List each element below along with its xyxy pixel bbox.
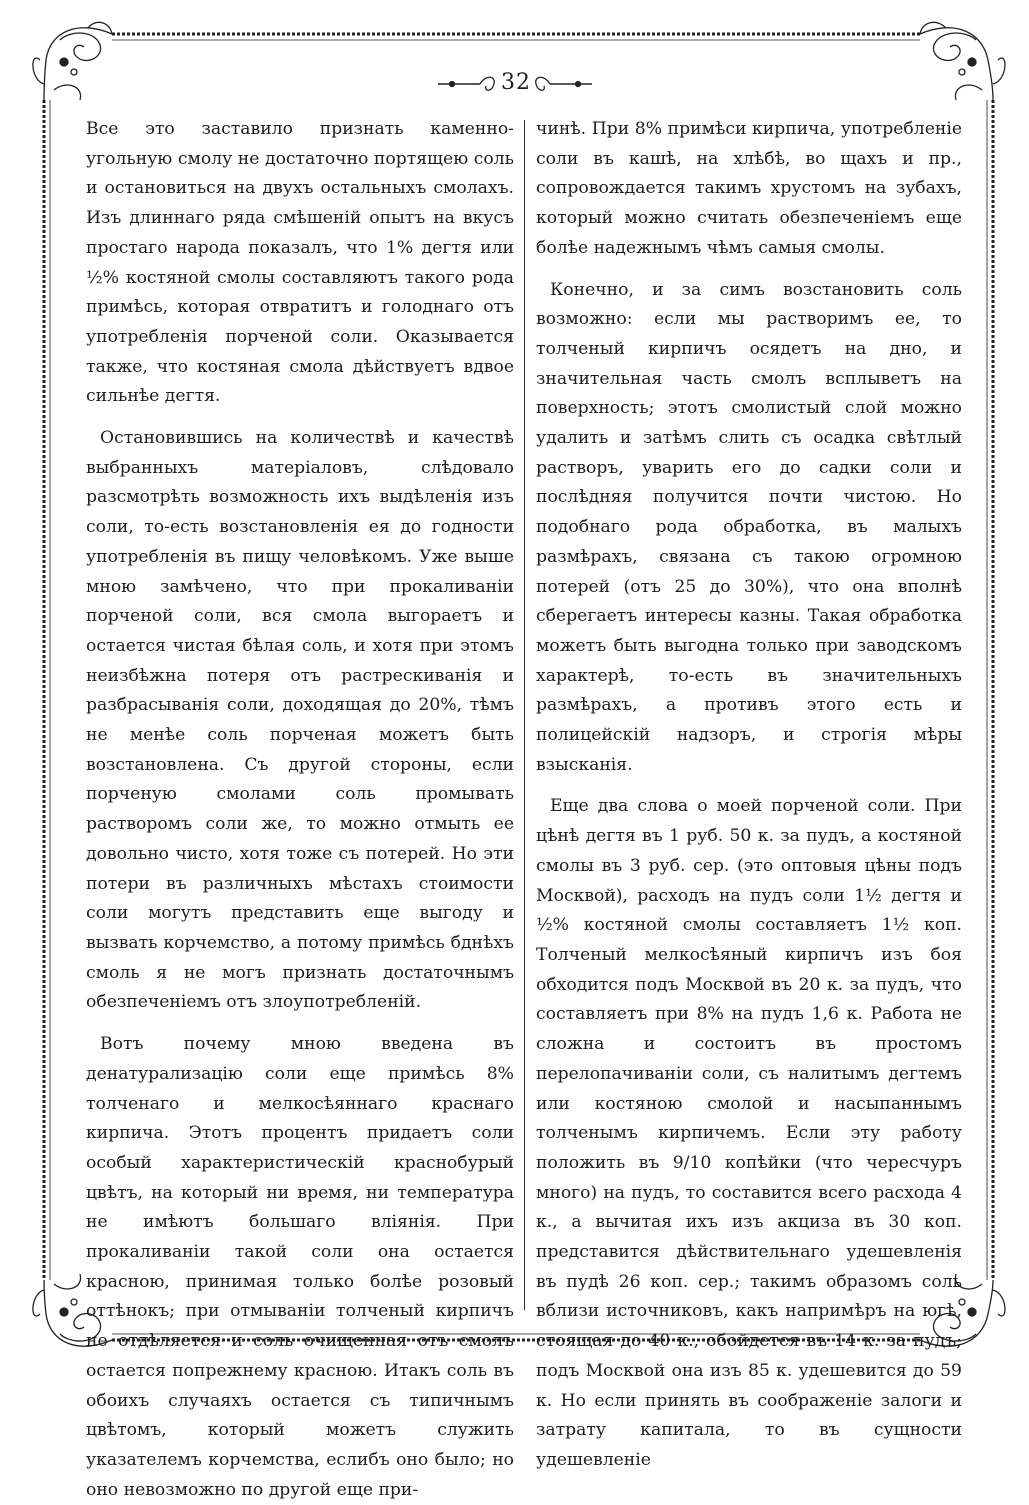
left-column bbox=[86, 115, 514, 1500]
paragraph: Остановившись на количествѣ и качествѣ выбранныхъ матеріаловъ, слѣдовало разсмотрѣть возможность ихъ выдѣленія изъ соли, то-есть возстановленія ея до годности употребленія въ пищу человѣкомъ. Уже выше мною замѣчено, что при прокаливаніи порченой соли, вся смола выгораетъ и остается чистая бѣлая соль, и хотя при этомъ неизбѣжна потеря отъ растрескиванія и разбрасыванія соли, доходящая до 20%, тѣмъ не менѣе соль порченая можетъ быть возстановлена. Съ другой стороны, если порченую смолами соль промывать растворомъ соли же, то можно отмыть ее довольно чисто, хотя тоже съ потерей. Но эти потери въ различныхъ мѣстахъ стоимости соли могутъ представить еще выгоду и вызвать корчемство, а потому примѣсь бднѣхъ смоль я не могъ признать достаточнымъ обезпеченіемъ отъ злоупотребленій. bbox=[86, 428, 514, 1013]
page-number: 32 bbox=[501, 70, 531, 95]
column-divider bbox=[524, 120, 525, 1310]
paragraph: Еще два слова о моей порченой соли. При цѣнѣ дегтя въ 1 руб. 50 к. за пудъ, а костяной смолы въ 3 руб. сер. (это оптовыя цѣны подъ Москвой), расходъ на пудъ соли 1½ дегтя и ½% костяной смолы составляетъ 1½ коп. Толченый мелкосѣяный кирпичъ изъ боя обходится подъ Москвой въ 20 к. за пудъ, что составляетъ при 8% на пудъ 1,6 к. Работа не сложна и состоитъ въ простомъ перелопачиваніи соли, съ налитымъ дегтемъ или костяною смолой и насыпаннымъ толченымъ кирпичемъ. Если эту работу положить въ 9/10 копѣйки (что чересчуръ много) на пудъ, то составится всего расхода 4 к., а вычитая ихъ изъ акциза въ 30 коп. представится дѣйствительнаго удешевленія въ пудѣ 26 коп. сер.; такимъ образомъ соль вблизи источниковъ, какъ напримѣръ на югѣ, стоящая до 40 к., обойдется въ 14 к. за пудъ; подъ Москвой она изъ 85 к. удешевится до 59 к. Но если принять въ соображеніе залоги и затрату капитала, то въ сущности удешевленіе bbox=[536, 796, 962, 1470]
paragraph: Все это заставило признать каменно-угольную смолу не достаточно портящею соль и остановиться на двухъ остальныхъ смолахъ. Изъ длиннаго ряда смѣшеній опытъ на вкусъ простаго народа показалъ, что 1% дегтя или ½% костяной смолы составляютъ такого рода примѣсь, которая отвратитъ и голоднаго отъ употребленія порченой соли. Оказывается также, что костяная смола дѣйствуетъ вдвое сильнѣе дегтя. bbox=[86, 119, 514, 407]
paragraph: Вотъ почему мною введена въ денатурализацію соли еще примѣсь 8% толченаго и мелкосѣяннаго краснаго кирпича. Этотъ процентъ придаетъ соли особый характеристическій краснобурый цвѣтъ, на который ни время, ни температура не имѣютъ большаго вліянія. При прокаливаніи такой соли она остается красною, принимая только болѣе розовый оттѣнокъ; при отмываніи толченый кирпичъ не отдѣляется и соль очищенная отъ смолъ остается попрежнему красною. Итакъ соль въ обоихъ случаяхъ остается съ типичнымъ цвѣтомъ, который можетъ служить указателемъ корчемства, еслибъ оно было; но оно невозможно по другой еще при- bbox=[86, 1034, 514, 1500]
paragraph: Конечно, и за симъ возстановить соль возможно: если мы растворимъ ее, то толченый кирпичъ осядетъ на дно, и значительная часть смолъ всплыветъ на поверхность; этотъ смолистый слой можно удалить и затѣмъ слить съ осадка свѣтлый растворъ, уварить его до садки соли и послѣдняя получится почти чистою. Но подобнаго рода обработка, въ малыхъ размѣрахъ, связана съ такою огромною потерей (отъ 25 до 30%), что она вполнѣ сберегаетъ интересы казны. Такая обработка можетъ быть выгодна только при заводскомъ характерѣ, то-есть въ значительныхъ размѣрахъ, а противъ этого есть и полицейскій надзоръ, и строгія мѣры взысканія. bbox=[536, 279, 962, 775]
page-header bbox=[0, 66, 1029, 102]
paragraph: чинѣ. При 8% примѣси кирпича, употребленіе соли въ кашѣ, на хлѣбѣ, во щахъ и пр., сопровождается такимъ хрустомъ на зубахъ, который можно считать обезпеченіемъ еще болѣе надежнымъ чѣмъ самыя смолы. bbox=[536, 119, 962, 258]
right-column bbox=[536, 115, 962, 1470]
